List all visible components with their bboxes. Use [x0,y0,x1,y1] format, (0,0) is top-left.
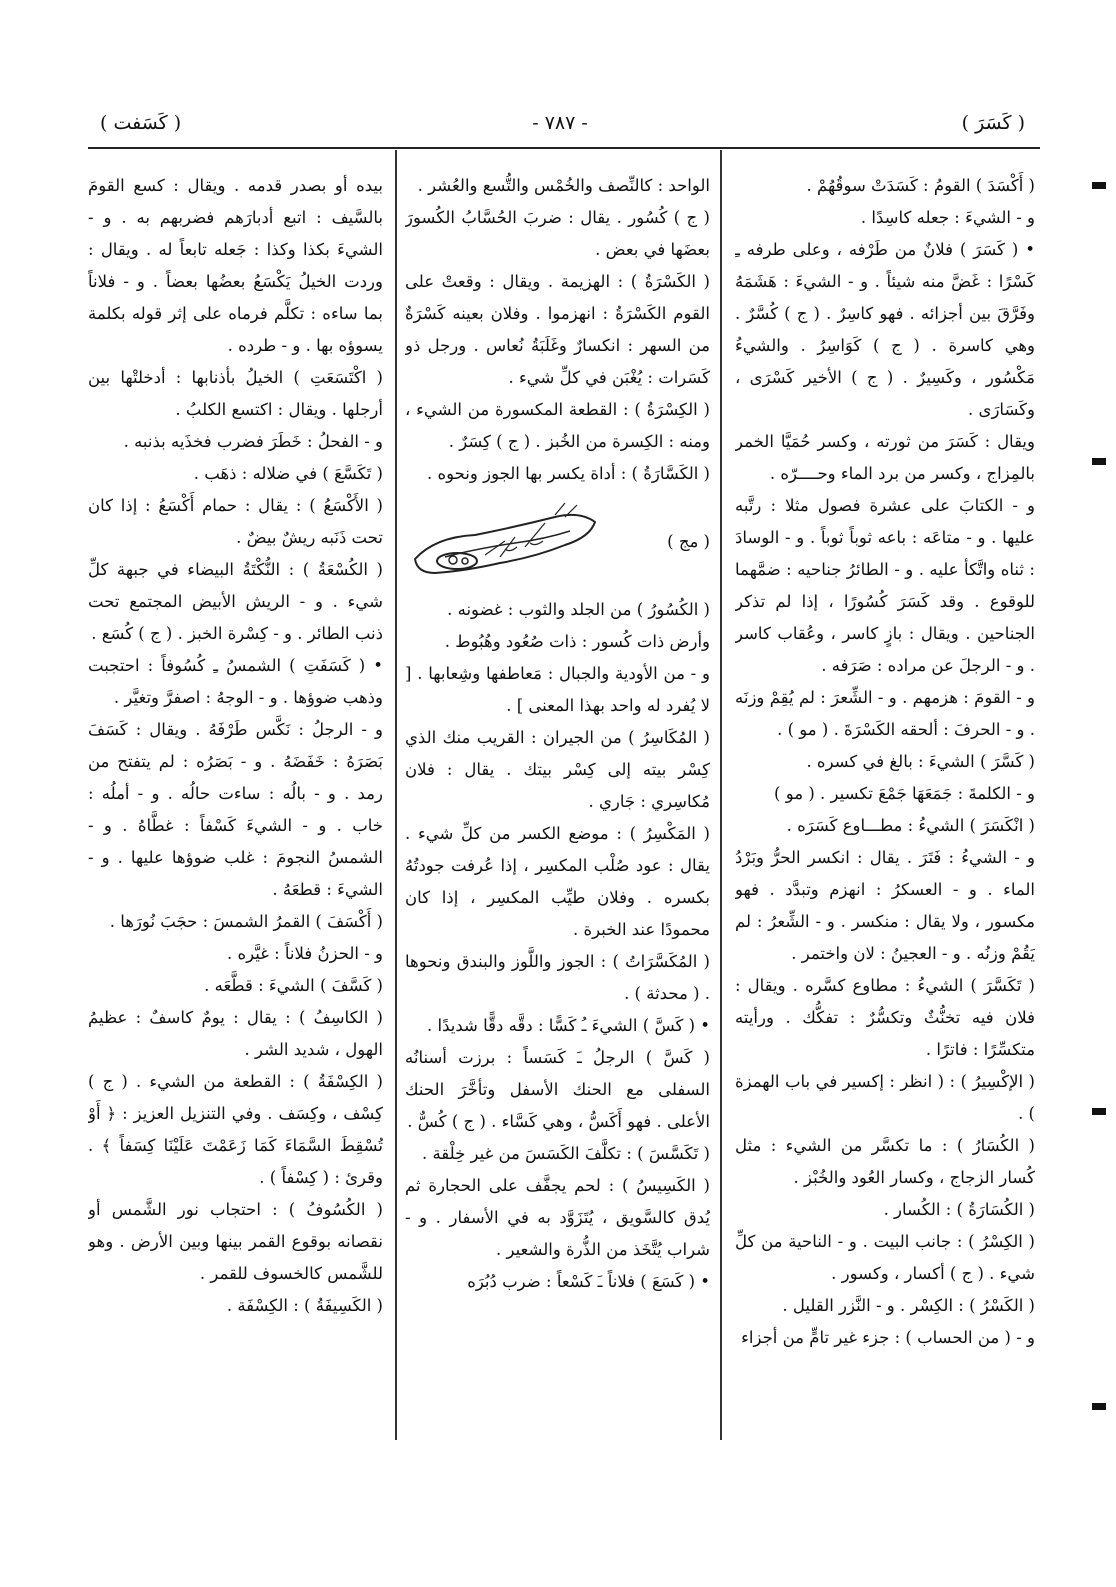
entry: ( الكاسِفُ ) : يقال : يومٌ كاسفٌ : عظيمُ الهول ، شديد الشر . [88,1008,383,1059]
entry: الواحد : كالنِّصف والخُمْس والتُّسع والعُشر . [417,176,710,195]
nutcracker-icon [405,497,605,587]
entry: • ( كَسَفَتِ ) الشمسُ ـِ كُسُوفاً : احتجبت وذهب ضوؤها . و - الوجهُ : اصفرَّ وتغيَّر . [88,656,383,707]
margin-marker [1092,182,1106,189]
page-number: - ٧٨٧ - [532,112,588,134]
entry: و - الرجلُ : نَكَّس طَرْفَهُ . ويقال : كَسَفَ بَصَرَهُ : خَفَضَهُ . و - بَصَرُه : لم يتفتح من رمد . و - بالُه : ساءت حالُه . و - أملُه : خاب . و - الشيءَ كَسْفاً : غطَّاهُ . و - الشمسُ النجومَ : غلب ضوؤها عليها . و - الشيءَ : قطعَهُ . [88,720,383,899]
entry: ( الكُسَارُ ) : ما تكسَّر من الشيء : مثل كُسار الزجاج ، وكسار العُود والخُبْز . [735,1136,1035,1187]
header-right-keyword: ( كَسَرَ ) [961,112,1025,134]
entry: ( الكُسَارَةُ ) : الكُسار . [883,1200,1035,1219]
entry: ( أَكْسَدَ ) القومُ : كَسَدَتْ سوقُهُمْ . [806,176,1035,195]
entry: ( الكِسْرَةُ ) : القطعة المكسورة من الشيء ، ومنه : الكِسرة من الخُبز . ( ج ) كِسَرٌ . [405,400,710,451]
entry: ( الكُسُوفُ ) : احتجاب نور الشَّمس أو نقصانه بوقوع القمر بينها وبين الأرض . وهو للشَّمس كالخسوف للقمر . [88,1200,383,1283]
entry: ( الأَكْسَعُ ) : يقال : حمام أَكْسَعُ : إذا كان تحت ذَنَبه ريشٌ بيضٌ . [88,496,383,547]
entry: ( المَكْسِرُ ) : موضع الكسر من كلِّ شيء . يقال : عود صُلْب المكسِر ، إذا عُرفت جودتُهُ بكسره . وفلان طيِّب المكسِر ، إذا كان محمودًا عند الخبرة . [405,824,710,939]
entry: ( كَسَّفَ ) الشيءَ : قطَّعَه . [204,976,383,995]
entry: بيده أو بصدر قدمه . ويقال : كسع القومَ بالسَّيف : اتبع أدبارَهم فضربهم به . و - الشيءَ بكذا وكذا : جَعله تابعاً له . ويقال : وردت الخيلُ يَكْسَعُ بعضُها بعضاً . و - فلاناً بما ساءه : تكلَّم فرماه على إثر قوله بكلمة يسوؤه بها . و - طرده . [88,176,383,355]
entry: ( الكُسْعَةُ ) : النُّكْتَةُ البيضاء في جبهة كلِّ شيء . و - الريش الأبيض المجتمع تحت ذنب الطائر . و - كِسْرة الخبز . ( ج ) كُسَع . [88,560,383,643]
entry: و - القومَ : هزمهم . و - الشِّعرَ : لم يُقِمْ وزنَه . و - الحرفَ : ألحقه الكَسْرَةَ . ( مو ) . [735,688,1035,739]
header-rule [88,147,1040,149]
entry: ( الكَسْرَةُ ) : الهزيمة . ويقال : وقعتْ على القوم الكَسْرَةُ : انهزموا . وفلان بعينه كَسْرَةٌ من السهر : انكسارٌ وغَلَبَةُ نُعاس . ورجل ذو كَسَرات : يُغْبَن في كلِّ شيء . [405,272,710,387]
entry: • ( كَسَّ ) الشيءَ ـُ كَسًّا : دقَّه دقًّا شديدًا . [427,1016,710,1035]
entry: ( الكَسِيسُ ) : لحم يجفَّف على الحجارة ثم يُدق كالسَّويق ، يُتَزَوَّد به في الأسفار . و - شراب يُتَّخَذ من الذُّرة والشعير . [405,1176,710,1259]
margin-marker [1092,1108,1106,1115]
entry: ( الكِسْرُ ) : جانب البيت . و - الناحية من كلِّ شيء . ( ج ) أكسار ، وكسور . [735,1232,1035,1283]
entry: ( الكُسُورُ ) من الجلد والثوب : غضونه . [447,600,710,619]
entry: ( تَكَسَّعَ ) في ضلاله : ذهَب . [193,464,383,483]
column-separator [395,150,397,1440]
entry: و - الشيءُ : فَتَرَ . يقال : انكسر الحرُّ وبَرْدُ الماء . و - العسكرُ : انهزم وتبدَّد . فهو مكسور ، ولا يقال : منكسر . و - الشِّعرُ : لم يَقُمْ وزنُه . و - العجينُ : لان واختمر . [735,848,1035,963]
entry: • ( كَسَعَ ) فلاناً ـَ كَسْعاً : ضرب دُبُرَه [467,1272,710,1291]
entry: و - من الأودية والجبال : مَعاطفها وشِعابها . [ لا يُفرد له واحد بهذا المعنى ] . [405,664,710,715]
entry: ( المُكَسَّرَاتُ ) : الجوز واللَّوز والبندق ونحوها . ( محدثة ) . [405,952,710,1003]
entry: ( ج ) كُسُور . يقال : ضربَ الحُسَّابُ الكُسورَ بعضَها في بعض . [405,208,710,259]
margin-marker [1092,1403,1106,1410]
entry: ( اكْتَسَعَتِ ) الخيلُ بأذنابها : أدخلتْها بين أرجلها . ويقال : اكتسع الكلبُ . [88,368,383,419]
column-middle [405,170,710,1460]
entry: ( انْكَسَرَ ) الشيءُ : مطـــاوع كَسَرَه . [786,816,1035,835]
margin-marker [1092,458,1106,465]
entry: و - الكلمةَ : جَمَعَهَا جَمْعَ تكسير . ( مو ) [774,784,1035,803]
entry: ( الكَسِيفَةُ ) : الكِسْفَة . [226,1296,383,1315]
nutcracker-figure [405,494,710,590]
entry: ( الكَسْرُ ) : الكِسْر . و - النَّزر القليل . [782,1296,1035,1315]
entry: و - ( من الحساب ) : جزء غير تامٍّ من أجزاء [741,1328,1035,1347]
figure-label: ( مج ) [667,532,710,551]
page-header [80,112,1040,142]
entry: وأرض ذات كُسور : ذات صُعُود وهُبُوط . [444,632,710,651]
entry: • ( كَسَرَ ) فلانٌ من طَرْفه ، وعلى طرفه ـِ كَسْرًا : غَضَّ منه شيئاً . و - الشيءَ : هَشَمَهُ وفَرَّقَ بين أجزائه . فهو كاسِرٌ . ( ج ) كُسَّرٌ . وهي كاسرة . ( ج ) كَوَاسِرُ . والشيءُ مَكْسُور ، وكَسِيرٌ . ( ج ) الأخير كَسْرَى ، وكَسَارَى . [735,240,1035,419]
entry: ( كَسَّ ) الرجلُ ـَ كَسَساً : برزت أسنانُه السفلى مع الحنك الأسفل وتأخَّرَ الحنك الأعلى . فهو أَكَسُّ ، وهي كَسَّاء . ( ج ) كُسٌّ . [405,1048,710,1131]
entry: ( كَسَّرَ ) الشيءَ : بالغ في كسره . [806,752,1035,771]
entry: ( المُكَاسِرُ ) من الجيران : القريب منك الذي كِسْر بيته إلى كِسْر بيتك . يقال : فلان مُكاسِري : جَاري . [405,728,710,811]
entry: و - الكتابَ على عشرة فصول مثلا : رتَّبه عليها . و - متاعَه : باعه ثوباً ثوباً . و - الوسادَ : ثناه واتَّكأ عليه . و - الطائرُ جناحيه : ضمَّهما للوقوع . وقد كَسَرَ كُسُورًا ، إذا لم تذكر الجناحين . ويقال : بازٍ كاسر ، وعُقاب كاسر . و - الرجلَ عن مراده : صَرَفه . [735,496,1035,675]
entry: ( أَكْسَفَ ) القمرُ الشمسَ : حجَبَ نُورَها . [109,912,383,931]
entry: و - الحزنُ فلاناً : غيَّره . [226,944,383,963]
entry: ( تَكَسَّرَ ) الشيءُ : مطاوع كسَّره . ويقال : فلان فيه تخنُّثٌ وتكسُّرٌ : تفكُّك . ورأيته متكسِّرًا : فاترًا . [735,976,1035,1059]
entry: ويقال : كَسَرَ من ثورته ، وكسر حُمَيَّا الخمر بالمِزاج ، وكسر من برد الماء وحــــرّه . [735,432,1035,483]
column-right [735,170,1035,1460]
entry: و - الشيءَ : جعله كاسِدًا . [860,208,1035,227]
entry: ( تَكَسَّسَ ) : تكلَّفَ الكَسَسَ من غير خِلْقة . [421,1144,710,1163]
entry: و - الفحلُ : خَطَرَ فضرب فخذَيه بذنبه . [123,432,383,451]
header-left-keyword: ( كَسَفت ) [100,112,182,134]
column-separator [720,150,722,1440]
entry: ( الكَسَّارَةُ ) : أداة يكسر بها الجوز ونحوه . [426,464,710,483]
entry: ( الإكْسِيرُ ) : ( انظر : إكسير في باب الهمزة ) . [735,1072,1035,1123]
entry: ( الكِسْفَةُ ) : القطعة من الشيء . ( ج ) كِسْف ، وكِسَف . وفي التنزيل العزيز : ﴿ أَوْ تُسْقِطَ السَّمَاءَ كَمَا زَعَمْتَ عَلَيْنَا كِسَفاً ﴾ . وقرئ : ( كِسْفاً ) . [88,1072,383,1187]
column-left [88,170,383,1460]
